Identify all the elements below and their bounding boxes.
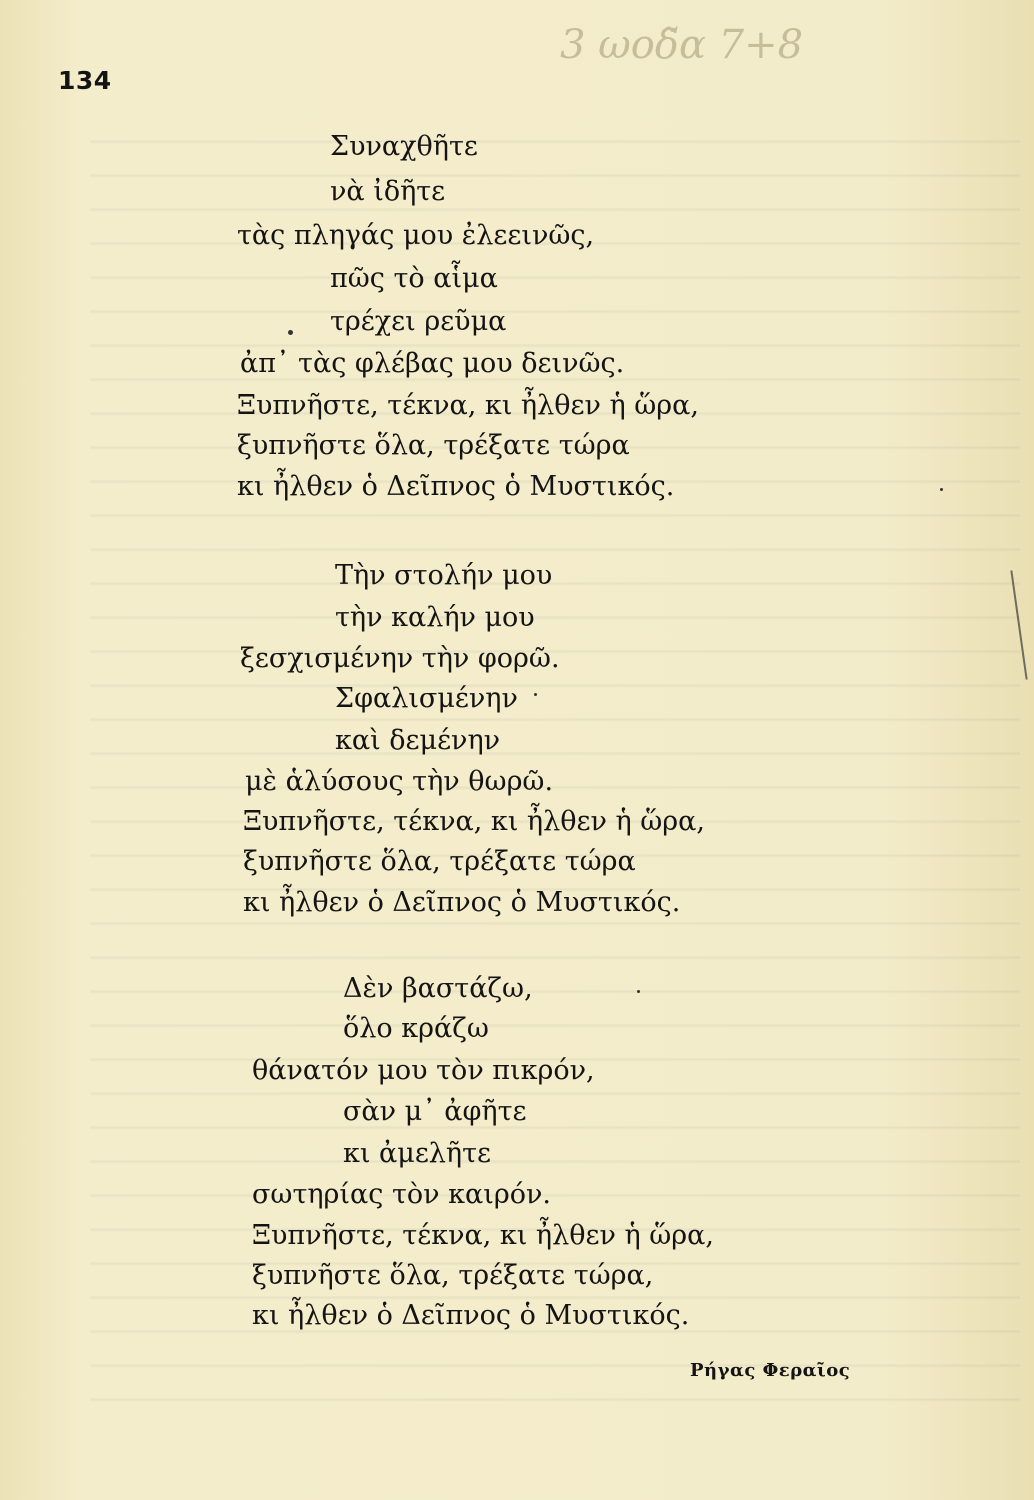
poem-line: πῶς τὸ αἷμα (330, 263, 498, 294)
poem-line: νὰ ἰδῆτε (330, 176, 446, 207)
margin-mark (1010, 570, 1027, 679)
refrain-line: ξυπνῆστε ὅλα, τρέξατε τώρα, (252, 1260, 654, 1291)
poem-line: τρέχει ρεῦμα (330, 306, 507, 337)
ink-speck (637, 990, 640, 993)
ink-speck (940, 488, 943, 491)
refrain-line: κι ἦλθεν ὁ Δεῖπνος ὁ Μυστικός. (237, 471, 675, 502)
poem-line: καὶ δεμένην (335, 725, 501, 756)
refrain-line: Ξυπνῆστε, τέκνα, κι ἦλθεν ἡ ὥρα, (237, 390, 699, 421)
refrain-line: κι ἦλθεν ὁ Δεῖπνος ὁ Μυστικός. (252, 1300, 690, 1331)
poem-line: τὰς πληγάς μου ἐλεεινῶς, (237, 220, 595, 251)
poem-line: Τὴν στολήν μου (335, 560, 553, 591)
poem-line: ξεσχισμένην τὴν φορῶ. (240, 643, 560, 674)
poem-line: κι ἀμελῆτε (343, 1138, 492, 1169)
poem-line: ἀπ᾽ τὰς φλέβας μου δεινῶς. (240, 348, 625, 379)
poem-line: σωτηρίας τὸν καιρόν. (252, 1179, 551, 1210)
ink-speck (288, 330, 293, 335)
author-signature: Ρήγας Φεραῖος (690, 1360, 851, 1381)
refrain-line: Ξυπνῆστε, τέκνα, κι ἦλθεν ἡ ὥρα, (252, 1220, 714, 1251)
poem-line: Σφαλισμένην (335, 683, 518, 714)
poem-line: τὴν καλήν μου (335, 602, 535, 633)
poem-line: Συναχθῆτε (330, 131, 478, 162)
pencil-note: 3 ωοδ̃α 7+8 (560, 22, 804, 68)
refrain-line: κι ἦλθεν ὁ Δεῖπνος ὁ Μυστικός. (243, 887, 681, 918)
poem-line: θάνατόν μου τὸν πικρόν, (252, 1055, 595, 1086)
refrain-line: ξυπνῆστε ὅλα, τρέξατε τώρα (243, 846, 636, 877)
poem-line: Δὲν βαστάζω, (343, 973, 533, 1004)
poem-line: μὲ ἁλύσους τὴν θωρῶ. (245, 766, 554, 797)
page-number: 134 (58, 66, 112, 95)
poem-line: ὅλο κράζω (343, 1013, 489, 1044)
show-through-text (90, 110, 1020, 1410)
ink-speck (534, 693, 537, 696)
refrain-line: ξυπνῆστε ὅλα, τρέξατε τώρα (237, 430, 630, 461)
refrain-line: Ξυπνῆστε, τέκνα, κι ἦλθεν ἡ ὥρα, (243, 806, 705, 837)
poem-line: σὰν μ᾽ ἀφῆτε (343, 1096, 527, 1127)
